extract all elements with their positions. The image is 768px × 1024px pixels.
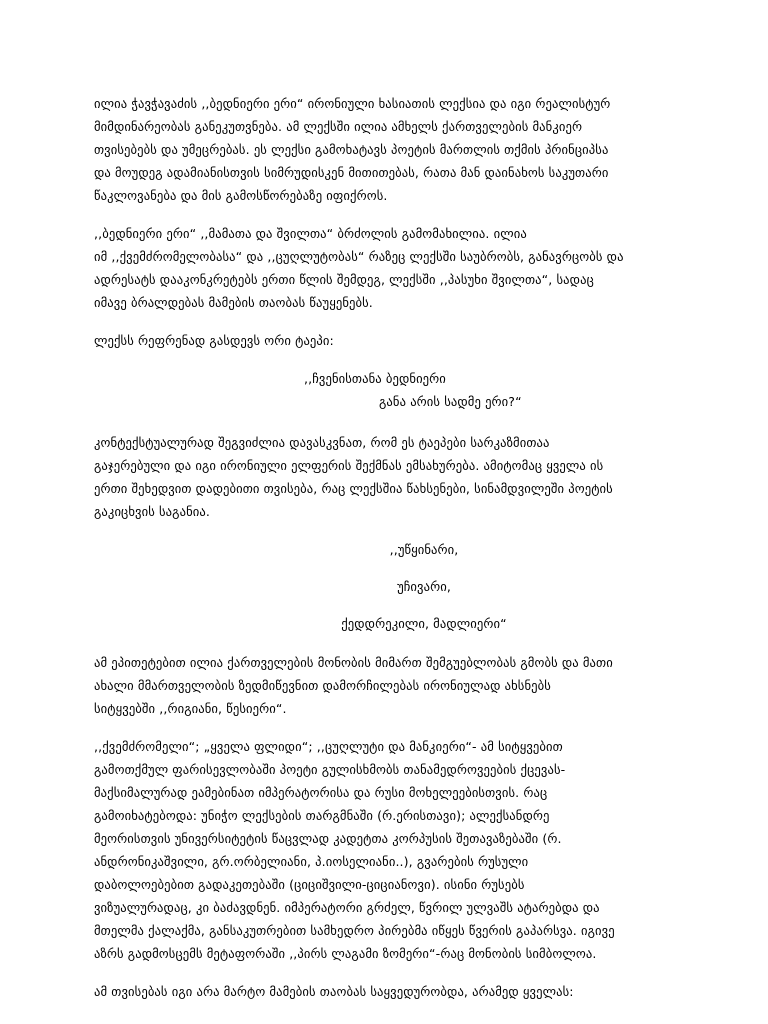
paragraph-fathers-sons xyxy=(94,222,684,314)
paragraph-context xyxy=(94,431,684,523)
text-line: გაკიცხვის საგანია. xyxy=(94,504,210,519)
text-line: თვისებებს და უმეცრებას. ეს ლექსი გამოხატავს პოეტის მართლის თქმის პრინციპსა xyxy=(94,142,609,157)
quote-line: უჩივარი, xyxy=(397,579,451,594)
text-line: კონტექსტუალურად შეგვიძლია დავასკვნათ, რომ ეს ტაეპები სარკაზმითაა xyxy=(94,435,550,450)
text-line: ამ თვისებას იგი არა მარტო მამების თაობას საყვედურობდა, არამედ ყველას: xyxy=(94,984,574,999)
text-line: ახალი მმართველობის ზედმიწევნით დამორჩილებას ირონიულად ახსნებს xyxy=(94,678,551,693)
text-line: ამ ეპითეტებით ილია ქართველების მონობის მიმართ შემგუებლობას გმობს და მათი xyxy=(94,655,613,670)
text-line: ვიზუალურადაც, კი ბაძავდნენ. იმპერატორი გრძელ, წვრილ ულვაშს ატარებდა და xyxy=(94,900,600,915)
text-line: წაკლოვანება და მის გამოსწორებაზე იფიქროს. xyxy=(94,188,388,203)
text-line: გამოიხატებოდა: უნიჭო ლექსების თარგმნაში (რ.ერისთავი); ალექსანდრე xyxy=(94,808,550,823)
paragraph-closing xyxy=(94,980,684,1003)
text-line: ,,ქვემძრომელი“; „ყველა ფლიდი“; ,,ცუღლუტი და მანკიერი“- ამ სიტყვებით xyxy=(94,739,563,754)
text-line: მეორისთვის უნივერსიტეტის წაცვლად კადეტთა კორპუსის შეთავაზებაში (რ. xyxy=(94,831,562,846)
paragraph-epithets xyxy=(94,651,684,720)
quote-line: ,,უწყინარი, xyxy=(389,542,459,557)
text-line: გამოთქმულ ფარისევლობაში პოეტი გულისხმობს თანამედროვეების ქცევას- xyxy=(94,762,566,777)
text-line: ერთი შეხედვით დადებითი თვისება, რაც ლექსშია წახსენები, სინამდვილეში პოეტის xyxy=(94,481,613,496)
text-line: მთელმა ქალაქმა, განსაკუთრებით სამხედრო პირებმა იწყეს წვერის გაპარსვა. იგივე xyxy=(94,923,615,938)
text-line: ლექსს რეფრენად გასდევს ორი ტაეპი: xyxy=(94,333,334,348)
quote-line: ,,ჩვენისთანა ბედნიერი xyxy=(304,371,446,386)
text-line: მაქსიმალურად ეამებინათ იმპერატორისა და რუსი მოხელეებისთვის. რაც xyxy=(94,785,548,800)
text-line: ილია ჭავჭავაძის ,,ბედნიერი ერი“ ირონიული ხასიათის ლექსია და იგი რეალისტურ xyxy=(94,96,611,111)
epithet-quote xyxy=(94,538,684,635)
text-line: იმავე ბრალდებას მამების თაობას წაუყენებს. xyxy=(94,295,373,310)
text-line: და მოუდეგ ადამიანისთვის სიმრუდისკენ მითითებას, რათა მან დაინახოს საკუთარი xyxy=(94,165,609,180)
text-line: გაჯერებული და იგი ირონიული ელფერის შექმნას ემსახურება. ამიტომაც ყველა ის xyxy=(94,458,604,473)
refrain-quote xyxy=(94,367,684,413)
quote-line: ქედდრეკილი, მადლიერი“ xyxy=(341,616,507,631)
text-line: სიტყვებში ,,რიგიანი, წესიერი“. xyxy=(94,701,287,716)
text-line: ადრესატს დააკონკრეტებს ერთი წლის შემდეგ, ლექსში ,,პასუხი შვილთა“, სადაც xyxy=(94,272,594,287)
paragraph-intro xyxy=(94,92,684,207)
text-line: ანდრონიკაშვილი, გრ.ორბელიანი, პ.იოსელიანი..), გვარების რუსული xyxy=(94,854,529,869)
quote-line: განა არის სადმე ერი?“ xyxy=(379,394,522,409)
document-body xyxy=(94,92,684,1018)
text-line: ,,ბედნიერი ერი“ ,,მამათა და შვილთა“ ბრძოლის გამომახილია. ილია xyxy=(94,226,527,241)
text-line: დაბოლოებებით გადაკეთებაში (ციციშვილი-ციციანოვი). ისინი რუსებს xyxy=(94,877,525,892)
paragraph-refrain-intro xyxy=(94,329,684,352)
text-line: იმ ,,ქვემძრომელობასა“ და ,,ცუღლუტობას“ რაზეც ლექსში საუბრობს, განავრცობს და xyxy=(94,249,624,264)
text-line: აზრს გადმოსცემს მეტაფორაში ,,პირს ლაგამი ზომერი“-რაც მონობის სიმბოლოა. xyxy=(94,946,597,961)
text-line: მიმდინარეობას განეკუთვნება. ამ ლექსში ილია ამხელს ქართველების მანკიერ xyxy=(94,119,583,134)
paragraph-hypocrisy xyxy=(94,735,684,965)
